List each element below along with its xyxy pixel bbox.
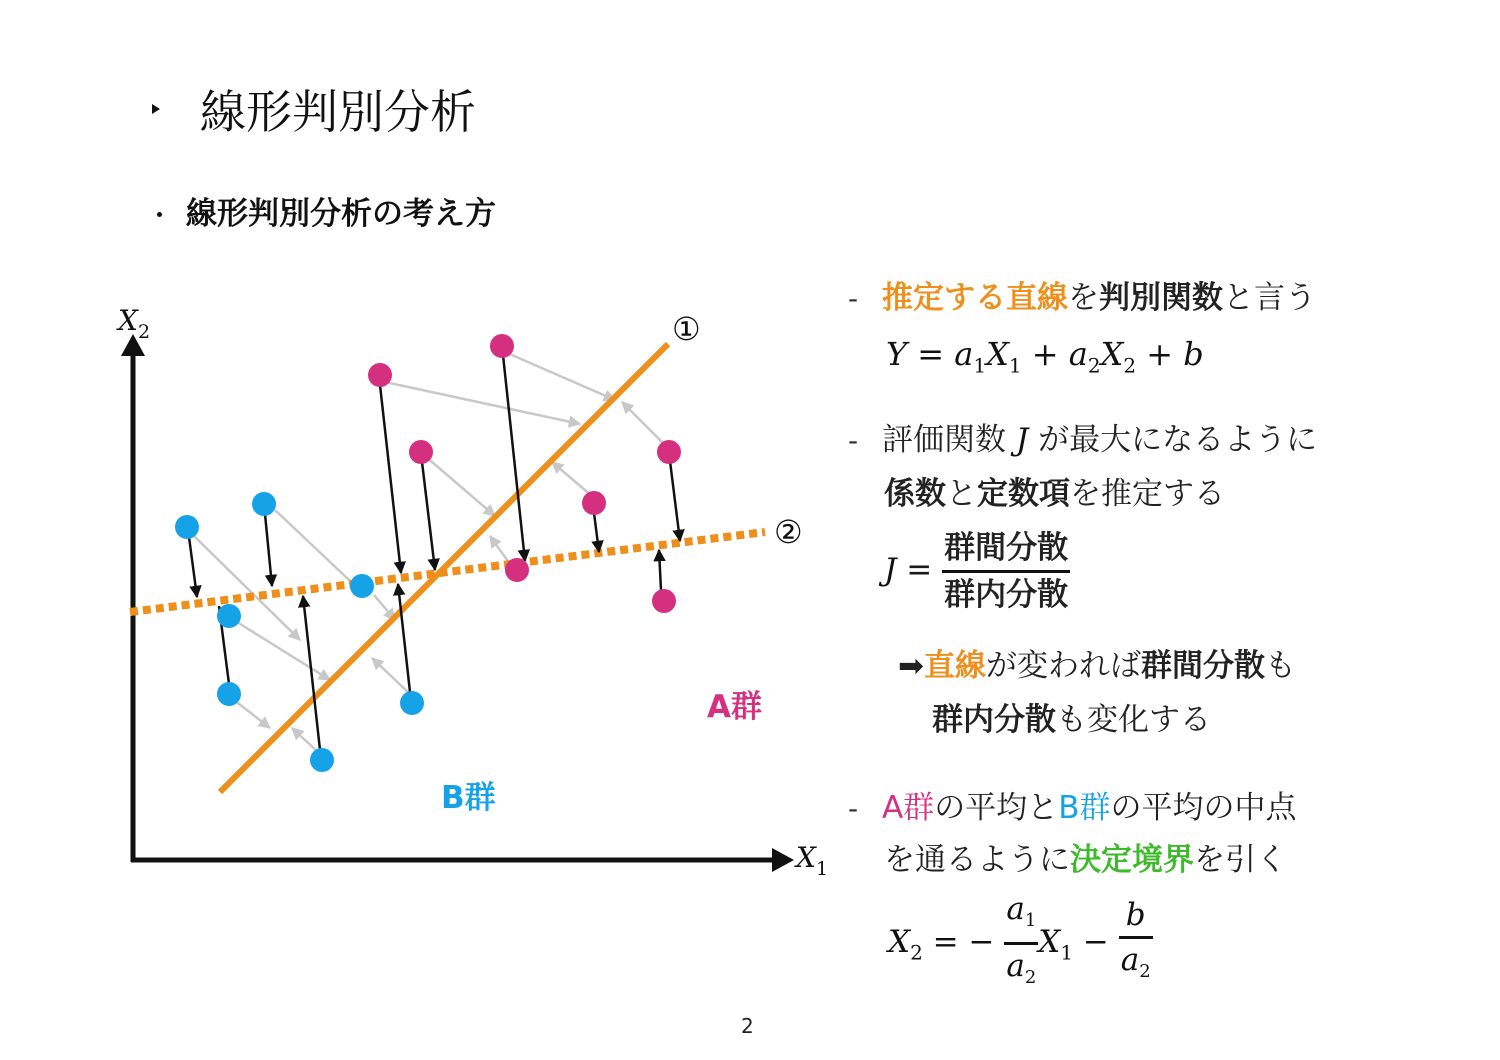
fraction-numerator: 群間分散 bbox=[942, 528, 1070, 573]
arrow-right-icon: ➡ bbox=[898, 648, 924, 684]
eq-op: + bbox=[1136, 335, 1184, 373]
bullet-change bbox=[898, 646, 1296, 686]
shift-arrow bbox=[490, 536, 510, 564]
eq-var: a bbox=[1068, 335, 1088, 373]
projection-arrow bbox=[503, 355, 525, 561]
shift-arrow bbox=[505, 352, 615, 400]
group-a-point bbox=[409, 440, 433, 464]
projection-arrow bbox=[670, 461, 680, 541]
projection-arrows bbox=[189, 355, 680, 750]
bullet-evaluation bbox=[848, 420, 1317, 461]
eq-var: a bbox=[1120, 942, 1140, 979]
group-a-point bbox=[582, 491, 606, 515]
eq-var: X bbox=[1038, 924, 1061, 961]
text-fragment: と言う bbox=[1222, 280, 1316, 316]
group-b-text: B群 bbox=[1058, 790, 1111, 826]
fraction bbox=[1119, 896, 1153, 991]
bullet-boundary bbox=[848, 788, 1296, 829]
shift-arrow bbox=[234, 700, 270, 728]
shift-arrow bbox=[425, 456, 495, 516]
shift-arrow bbox=[622, 402, 666, 446]
eq-sub: 2 bbox=[1139, 961, 1151, 983]
group-a-point bbox=[657, 440, 681, 464]
projection-line-1 bbox=[220, 344, 668, 792]
fraction-denominator: 群内分散 bbox=[944, 577, 1069, 613]
eq-sub: 2 bbox=[1024, 967, 1037, 989]
group-b-point bbox=[217, 604, 241, 628]
group-a-label: A群 bbox=[707, 689, 762, 725]
shift-arrow bbox=[237, 622, 330, 680]
projection-arrow bbox=[265, 514, 272, 586]
projection-arrow bbox=[189, 537, 197, 597]
coefficient-text: 係数 bbox=[884, 476, 946, 512]
bullet-dash: - bbox=[848, 424, 859, 457]
eq-var: J bbox=[884, 552, 897, 588]
text-fragment: も変化する bbox=[1056, 702, 1211, 738]
eq-op: = bbox=[907, 335, 955, 373]
bullet-dash: - bbox=[848, 282, 859, 315]
eq-op: + bbox=[1021, 335, 1069, 373]
eq-sub: 1 bbox=[1008, 353, 1022, 378]
boundary-equation bbox=[888, 890, 1153, 997]
slide-title: 線形判別分析 bbox=[200, 85, 476, 139]
text-fragment: を推定する bbox=[1070, 476, 1225, 512]
projection-arrow bbox=[659, 550, 661, 590]
group-b-point bbox=[252, 492, 276, 516]
eq-var: b bbox=[1183, 335, 1204, 373]
group-b-label: B群 bbox=[441, 780, 496, 816]
eq-sub: 2 bbox=[910, 940, 923, 965]
constant-term-text: 定数項 bbox=[977, 476, 1070, 512]
text-fragment: が変われば bbox=[985, 648, 1141, 684]
group-b-point bbox=[310, 748, 334, 772]
shift-arrow bbox=[552, 462, 592, 496]
text-fragment: と bbox=[946, 476, 977, 512]
y-axis-label: $X_2$ bbox=[118, 304, 151, 343]
eq-op: − bbox=[1073, 924, 1119, 961]
shift-arrow bbox=[372, 658, 410, 694]
text-fragment: を bbox=[1067, 280, 1099, 316]
eq-var: Y bbox=[886, 335, 908, 373]
bullet-dash: - bbox=[848, 792, 859, 825]
eq-op: = bbox=[896, 552, 943, 588]
eq-var: a bbox=[1006, 948, 1025, 985]
eq-op: = − bbox=[922, 924, 1005, 961]
page-number: 2 bbox=[741, 1014, 754, 1038]
fraction bbox=[942, 528, 1070, 615]
group-b-point bbox=[400, 691, 424, 715]
decision-boundary-text: 決定境界 bbox=[1070, 842, 1194, 878]
eq-sub: 2 bbox=[1087, 353, 1101, 378]
group-a-text: A群 bbox=[881, 790, 935, 826]
fraction-numerator: b bbox=[1119, 896, 1153, 939]
x-axis-arrowhead bbox=[772, 848, 794, 872]
projection-arrow bbox=[594, 513, 599, 552]
text-fragment: を引く bbox=[1194, 842, 1287, 878]
shift-arrow bbox=[193, 535, 300, 640]
bullet-boundary-line2 bbox=[884, 840, 1287, 880]
bullet-change-line2 bbox=[932, 700, 1211, 740]
line-1-label: ① bbox=[672, 310, 701, 348]
bullet-discriminant bbox=[848, 278, 1316, 319]
eq-sub: 1 bbox=[1024, 910, 1037, 932]
eq-sub: 1 bbox=[973, 353, 987, 378]
fraction bbox=[1004, 890, 1038, 997]
text-fragment: の平均の中点 bbox=[1110, 790, 1297, 826]
discriminant-function-text: 判別関数 bbox=[1098, 280, 1223, 316]
group-a-point bbox=[490, 334, 514, 358]
text-fragment: も bbox=[1264, 648, 1296, 684]
slide-subtitle: 線形判別分析の考え方 bbox=[186, 196, 496, 232]
estimated-line-text: 推定する直線 bbox=[881, 280, 1068, 316]
projection-arrow bbox=[422, 462, 435, 570]
text-fragment: を通るように bbox=[884, 842, 1070, 878]
bullet-evaluation-line2 bbox=[884, 474, 1225, 514]
group-a-point bbox=[505, 558, 529, 582]
shift-arrow bbox=[292, 728, 318, 752]
group-a-point bbox=[652, 589, 676, 613]
group-b-point bbox=[175, 515, 199, 539]
eq-var: a bbox=[1006, 891, 1025, 927]
eq-var: a bbox=[954, 335, 974, 373]
between-variance-text: 群間分散 bbox=[1140, 648, 1265, 684]
text-fragment: 評価関数 bbox=[881, 422, 1006, 458]
within-variance-text: 群内分散 bbox=[932, 702, 1056, 738]
eq-var: X bbox=[888, 924, 911, 961]
eq-var: X bbox=[986, 335, 1009, 373]
eq-sub: 2 bbox=[1123, 353, 1137, 378]
line-text: 直線 bbox=[923, 648, 986, 684]
line-2-label: ② bbox=[774, 513, 803, 551]
eq-var: J bbox=[1015, 422, 1029, 458]
group-b-point bbox=[217, 682, 241, 706]
text-fragment: の平均と bbox=[934, 790, 1059, 826]
eq-sub: 1 bbox=[1060, 940, 1074, 965]
projection-arrow bbox=[380, 385, 401, 573]
shift-arrow bbox=[385, 382, 580, 424]
evaluation-equation bbox=[884, 528, 1070, 615]
text-fragment: が最大になるように bbox=[1038, 422, 1318, 458]
group-b-point bbox=[350, 574, 374, 598]
eq-var: X bbox=[1100, 335, 1124, 373]
x-axis-label: $X_1$ bbox=[796, 841, 829, 880]
discriminant-equation bbox=[886, 334, 1204, 385]
group-a-point bbox=[368, 363, 392, 387]
